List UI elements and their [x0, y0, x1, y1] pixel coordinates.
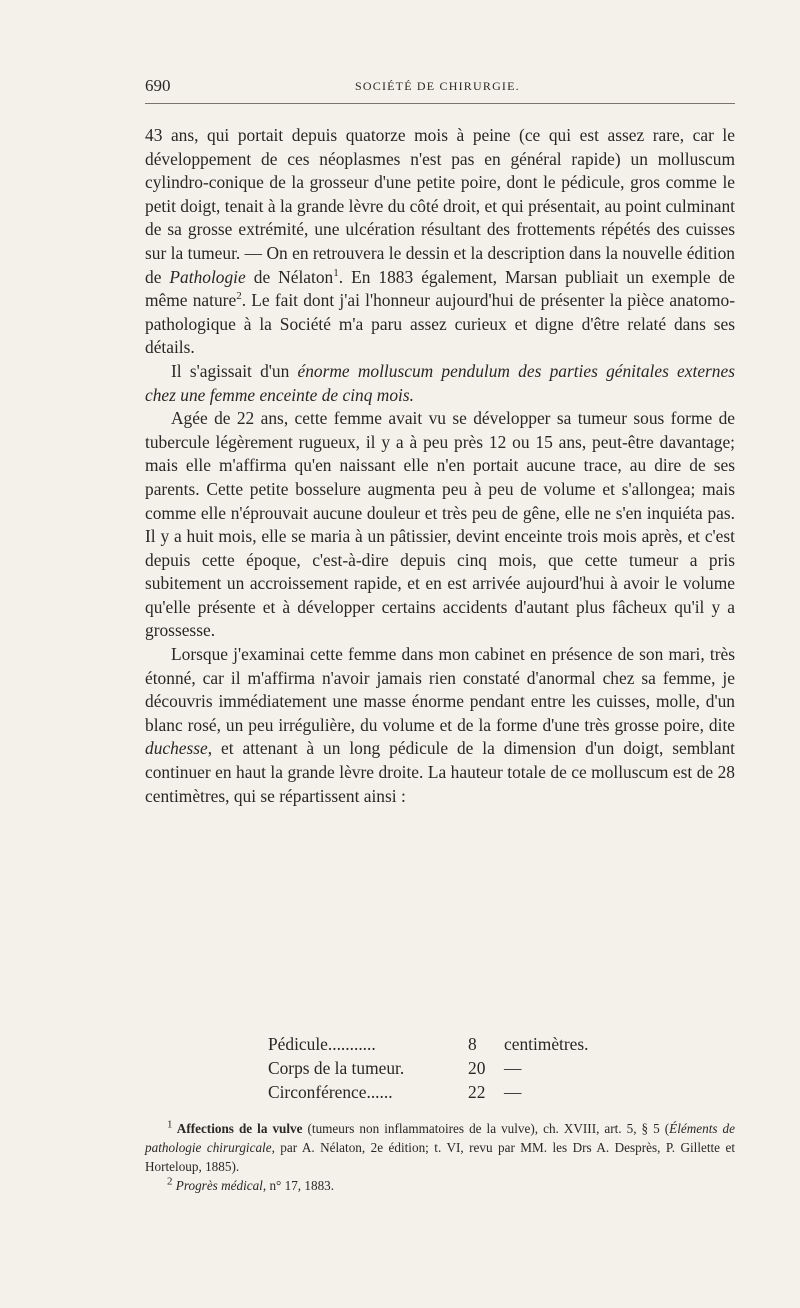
paragraph-p4 [145, 643, 735, 808]
footnote-ref: 1 [167, 1118, 173, 1131]
text-run: Lorsque j'examinai cette femme dans mon cabinet en présence de son mari, très étonné, car il m'affirma n'avoir jamais rien constaté d'anormal chez sa femme, je découvris immédiatement une masse énorme pendant entre les cuisses, molle, d'un blanc rosé, un peu irrégulière, du volume et de la forme d'une très grosse poire, dite [145, 644, 735, 735]
measurement-value: 8 [468, 1034, 477, 1054]
running-head: SOCIÉTÉ DE CHIRURGIE. [355, 79, 520, 93]
text-run: de Nélaton [245, 266, 334, 287]
text-run: Pathologie [169, 266, 246, 287]
footnotes [145, 1119, 735, 1195]
footnote-ref: 2 [167, 1175, 173, 1188]
measurement-value: 22 [468, 1082, 486, 1102]
text-run: duchesse [145, 738, 208, 759]
measurement-label: Pédicule........... [268, 1034, 376, 1054]
footnote-ref: 2 [236, 290, 242, 303]
measurement-label: Circonférence...... [268, 1082, 393, 1102]
page-number: 690 [145, 76, 171, 95]
text-run: Affections de la vulve [172, 1121, 303, 1136]
footnote-fn2 [145, 1176, 735, 1195]
text-run: Agée de 22 ans, cette femme avait vu se développer sa tumeur sous forme de tubercule légèrement rugueux, il y a à peu près 12 ou 15 ans, peut-être davantage; mais elle m'affirma qu'en naissant elle n'en portait aucune trace, au dire de ses parents. Cette petite bosselure augmenta peu à peu de volume et s'allongea; mais comme elle n'éprouvait aucune douleur et très peu de gêne, elle ne s'en inquiéta pas. Il y a huit mois, elle se maria à un pâtissier, devint enceinte trois mois après, et c'est depuis cette époque, c'est-à-dire depuis cinq mois, que cette tumeur a pris subitement un accroissement rapide, et en est arrivée aujourd'hui à avoir le volume qu'elle présente et à développer certains accidents d'autant plus fâcheux qu'il y a grossesse. [145, 408, 735, 641]
text-run: , par A. Nélaton, 2e édition; t. VI, revu par MM. les Drs A. Desprès, P. Gillette et Horteloup, 1885). [145, 1140, 735, 1174]
text-run: . En 1883 également, Marsan publiait un exemple de même nature [145, 266, 736, 311]
text-run: Il s'agissait d'un [171, 360, 298, 381]
measurement-label: Corps de la tumeur. [268, 1058, 405, 1078]
text-run: Progrès médical [175, 1178, 263, 1193]
text-run: 43 ans, qui portait depuis quatorze mois à peine (ce qui est assez rare, car le développement de ces néoplasmes n'est pas en général rapide) un molluscum cylindro-conique de la grosseur d'une petite poire, dont le pédicule, gros comme le petit doigt, tenait à la grande lèvre du côté droit, et qui présentait, au point culminant de sa grosse extrémité, une ulcération résultant des frottements répétés des cuisses sur la tumeur. — On en retrouvera le dessin et la description dans la nouvelle édition de [145, 125, 735, 287]
paragraph-p3 [145, 407, 735, 643]
measurement-unit: centimètres. [504, 1034, 589, 1054]
paragraph-p2 [145, 360, 735, 407]
measurement-value: 20 [468, 1058, 486, 1078]
footnote-fn1 [145, 1119, 735, 1176]
measurement-row [268, 1056, 589, 1080]
measurement-row [268, 1080, 589, 1104]
page-header [145, 76, 735, 100]
measurement-unit: — [504, 1082, 522, 1102]
text-run: . Le fait dont j'ai l'honneur aujourd'hui de présenter la pièce anatomo-pathologique à la Société m'a paru assez curieux et digne d'être relaté dans ses détails. [145, 290, 735, 358]
text-run: énorme molluscum pendulum des parties génitales externes chez une femme enceinte de cinq mois. [145, 360, 735, 405]
footnote-ref: 1 [333, 266, 339, 279]
measurement-unit: — [504, 1058, 522, 1078]
text-run: Éléments de pathologie chirurgicale [145, 1121, 735, 1155]
header-rule [145, 103, 735, 104]
body-text [145, 124, 735, 808]
text-run: , n° 17, 1883. [262, 1178, 335, 1193]
text-run: (tumeurs non inflammatoires de la vulve), ch. XVIII, art. 5, § 5 ( [302, 1121, 670, 1136]
measurement-row [268, 1032, 589, 1056]
paragraph-p1 [145, 124, 735, 360]
measurement-table [268, 1032, 589, 1104]
text-run: , et attenant à un long pédicule de la dimension d'un doigt, semblant continuer en haut la grande lèvre droite. La hauteur totale de ce molluscum est de 28 centimètres, qui se répartissent ainsi : [145, 738, 735, 806]
